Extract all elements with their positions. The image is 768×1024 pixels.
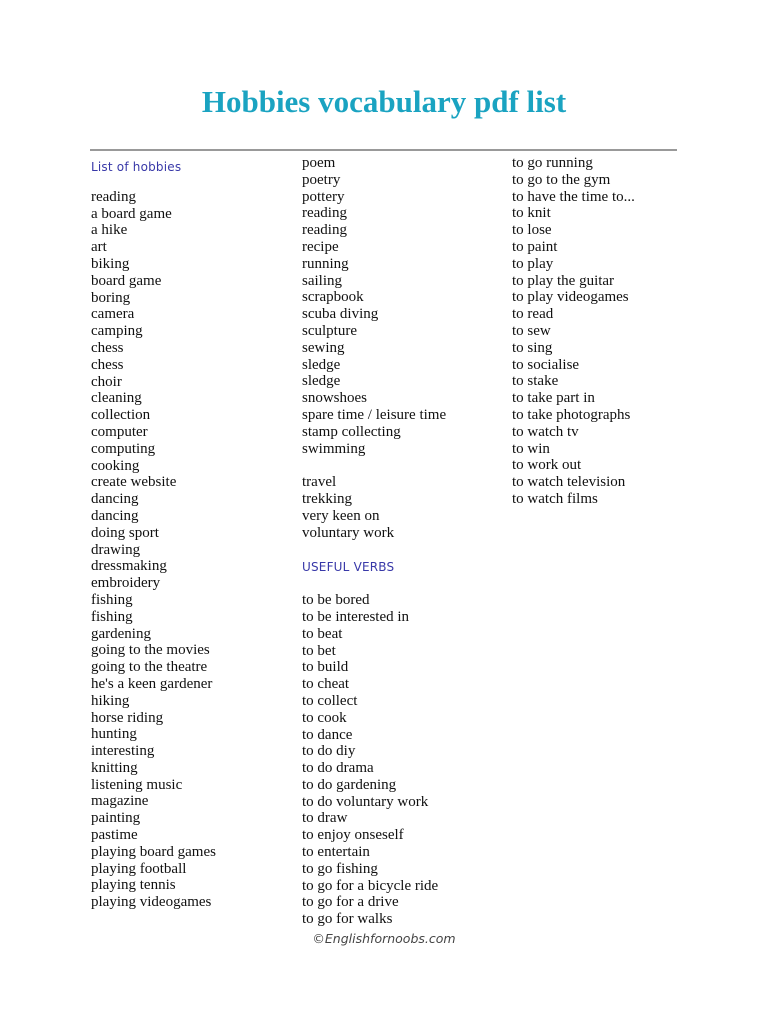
list-item: create website — [91, 474, 177, 491]
list-item: snowshoes — [302, 390, 368, 407]
list-item: travel — [302, 474, 337, 491]
list-item: doing sport — [91, 524, 159, 541]
list-item: interesting — [91, 743, 155, 760]
list-item: to be interested in — [302, 608, 410, 625]
list-item: to lose — [512, 222, 552, 239]
list-item: spare time / leisure time — [302, 406, 447, 423]
list-item: recipe — [302, 238, 339, 255]
list-item: computing — [91, 440, 156, 457]
list-item: to watch films — [512, 490, 598, 507]
title-divider — [90, 149, 677, 151]
list-item: to collect — [302, 692, 358, 709]
list-item: trekking — [302, 490, 352, 507]
list-item: a board game — [91, 205, 172, 222]
list-item: to go for a bicycle ride — [302, 877, 439, 894]
list-item: horse riding — [91, 709, 164, 726]
list-item: camera — [91, 306, 135, 323]
spacer — [302, 457, 446, 474]
list-item: sewing — [302, 339, 345, 356]
list-item: board game — [91, 272, 162, 289]
list-item: to bet — [302, 642, 336, 659]
footer-copyright: ©Englishfornoobs.com — [312, 931, 456, 946]
list-item: to take part in — [512, 390, 595, 407]
list-item: knitting — [91, 759, 138, 776]
list-item: going to the movies — [91, 642, 210, 659]
list-item: playing videogames — [91, 894, 212, 911]
useful-verbs-heading: USEFUL VERBS — [302, 560, 395, 575]
list-item: to watch tv — [512, 423, 579, 440]
page-title: Hobbies vocabulary pdf list — [201, 84, 567, 119]
list-item: to play — [512, 255, 554, 272]
list-item: computer — [91, 423, 148, 440]
list-item: to dance — [302, 726, 353, 743]
list-item: to go for a drive — [302, 894, 399, 911]
list-item: scuba diving — [302, 306, 379, 323]
list-item: dressmaking — [91, 558, 167, 575]
list-item: to stake — [512, 373, 559, 390]
list-item: running — [302, 255, 349, 272]
useful-verbs-list-continued — [512, 155, 635, 508]
list-item: to cook — [302, 709, 347, 726]
list-item: sculpture — [302, 322, 357, 339]
spacer — [302, 576, 446, 592]
list-item: to go to the gym — [512, 171, 611, 188]
column-verbs — [512, 155, 635, 508]
list-item: fishing — [91, 608, 133, 625]
list-item: chess — [91, 356, 124, 373]
list-item: to be bored — [302, 592, 370, 609]
list-item: magazine — [91, 793, 149, 810]
list-item: hiking — [91, 692, 130, 709]
list-item: poem — [302, 155, 336, 171]
column-middle — [302, 155, 446, 928]
list-item: collection — [91, 407, 151, 424]
hobbies-list-continued — [302, 155, 446, 457]
list-item: chess — [91, 339, 124, 356]
list-item: choir — [91, 373, 122, 390]
list-item: to play videogames — [512, 289, 629, 306]
list-item: fishing — [91, 591, 133, 608]
list-item: swimming — [302, 440, 366, 457]
list-item: to do gardening — [302, 776, 397, 793]
list-item: to win — [512, 440, 550, 457]
list-item: camping — [91, 323, 143, 340]
list-item: to sew — [512, 322, 551, 339]
list-item: a hike — [91, 222, 128, 239]
hobbies-list-continued-2 — [302, 474, 446, 541]
list-item: to beat — [302, 625, 343, 642]
list-item: biking — [91, 255, 130, 272]
list-item: to build — [302, 659, 349, 676]
list-item: to play the guitar — [512, 272, 615, 289]
list-item: going to the theatre — [91, 659, 208, 676]
list-item: playing football — [91, 860, 187, 877]
list-item: listening music — [91, 776, 183, 793]
list-item: to paint — [512, 238, 558, 255]
list-item: to entertain — [302, 844, 370, 861]
list-item: sledge — [302, 356, 341, 373]
list-item: stamp collecting — [302, 423, 401, 440]
list-item: dancing — [91, 491, 139, 508]
list-item: to work out — [512, 457, 582, 474]
list-item: to sing — [512, 339, 553, 356]
list-item: gardening — [91, 625, 151, 642]
list-item: voluntary work — [302, 524, 395, 541]
list-item: to go fishing — [302, 860, 378, 877]
list-item: to do diy — [302, 743, 356, 760]
list-item: to enjoy onseself — [302, 827, 404, 844]
list-item: to read — [512, 306, 554, 323]
list-item: to take photographs — [512, 406, 631, 423]
list-item: very keen on — [302, 507, 380, 524]
list-item: pottery — [302, 188, 345, 205]
list-item: cleaning — [91, 390, 142, 407]
list-item: sailing — [302, 272, 342, 289]
list-item: to cheat — [302, 676, 350, 693]
list-item: poetry — [302, 171, 341, 188]
spacer — [302, 541, 446, 559]
useful-verbs-list — [302, 592, 446, 928]
list-item: he's a keen gardener — [91, 675, 213, 692]
list-item: to go running — [512, 155, 593, 171]
hobbies-list — [91, 189, 216, 911]
list-item: to draw — [302, 810, 348, 827]
list-item: dancing — [91, 507, 139, 524]
list-item: reading — [302, 222, 347, 239]
spacer — [91, 176, 216, 189]
list-item: to go for walks — [302, 911, 393, 928]
list-of-hobbies-heading: List of hobbies — [91, 160, 182, 174]
list-item: to watch television — [512, 474, 626, 491]
list-item: painting — [91, 810, 141, 827]
list-item: reading — [91, 188, 136, 205]
list-item: to have the time to... — [512, 188, 635, 205]
list-item: to knit — [512, 205, 551, 222]
list-item: drawing — [91, 541, 141, 558]
list-item: reading — [302, 205, 347, 222]
list-item: hunting — [91, 726, 137, 743]
list-item: pastime — [91, 827, 138, 844]
list-item: scrapbook — [302, 289, 364, 306]
list-item: to socialise — [512, 356, 580, 373]
list-item: playing board games — [91, 843, 216, 860]
list-item: playing tennis — [91, 877, 176, 894]
column-hobbies — [91, 155, 216, 911]
list-item: cooking — [91, 457, 140, 474]
list-item: boring — [91, 289, 131, 306]
list-item: to do drama — [302, 760, 374, 777]
list-item: embroidery — [91, 575, 161, 592]
list-item: art — [91, 239, 107, 256]
list-item: sledge — [302, 373, 341, 390]
list-item: to do voluntary work — [302, 793, 429, 810]
